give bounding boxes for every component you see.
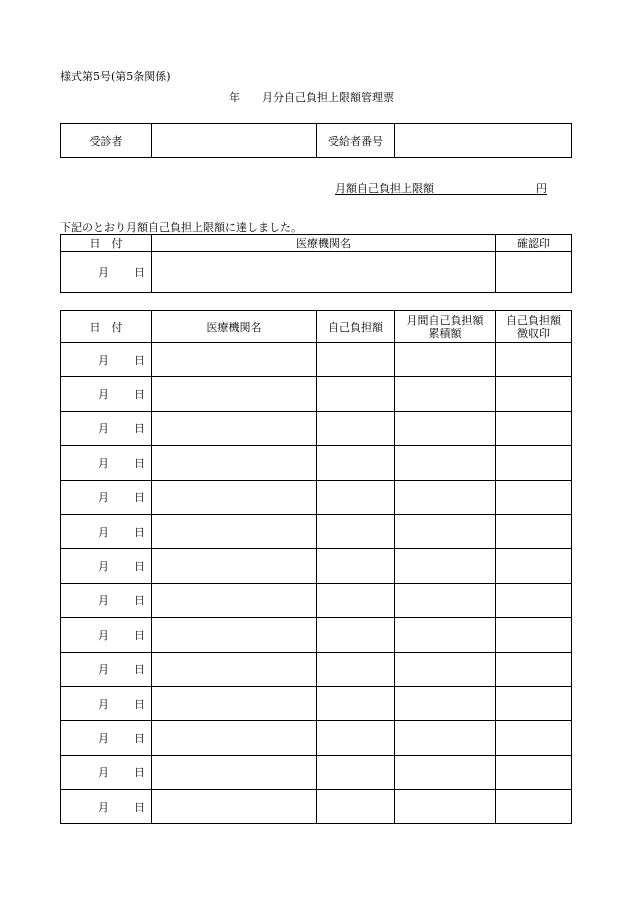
date-cell[interactable]: [61, 446, 152, 480]
month-label: 月: [98, 560, 109, 574]
ledger-header-date: 日 付: [61, 311, 152, 343]
table-row: [61, 480, 572, 514]
facility-cell[interactable]: [152, 343, 317, 377]
ledger-rows: [61, 343, 572, 824]
stamp-cell[interactable]: [496, 377, 572, 411]
recipient-table: [60, 123, 572, 158]
date-cell[interactable]: [61, 790, 152, 824]
table-row: [61, 686, 572, 720]
day-label: 日: [134, 697, 145, 711]
cumulative-cell[interactable]: [395, 790, 496, 824]
facility-cell[interactable]: [152, 755, 317, 789]
day-label: 日: [134, 422, 145, 436]
date-cell[interactable]: [61, 686, 152, 720]
stamp-cell[interactable]: [496, 411, 572, 445]
month-label: 月: [98, 388, 109, 402]
stamp-cell[interactable]: [496, 686, 572, 720]
facility-cell[interactable]: [152, 377, 317, 411]
form-label: 様式第5号(第5条関係): [60, 70, 171, 83]
day-label: 日: [134, 594, 145, 608]
payment-cell[interactable]: [317, 514, 395, 548]
stamp-cell[interactable]: [496, 549, 572, 583]
month-label: 月: [98, 456, 109, 470]
table-row: [61, 343, 572, 377]
month-label: 月: [98, 525, 109, 539]
payment-cell[interactable]: [317, 446, 395, 480]
reached-table: [60, 234, 572, 293]
month-label: 月: [98, 800, 109, 814]
date-cell[interactable]: [61, 514, 152, 548]
date-cell[interactable]: [61, 583, 152, 617]
stamp-cell[interactable]: [496, 343, 572, 377]
payment-cell[interactable]: [317, 755, 395, 789]
facility-cell[interactable]: [152, 686, 317, 720]
ledger-header-cumulative: [395, 311, 496, 343]
payment-cell[interactable]: [317, 411, 395, 445]
facility-cell[interactable]: [152, 618, 317, 652]
facility-cell[interactable]: [152, 446, 317, 480]
patient-label: 受診者: [61, 124, 152, 158]
stamp-cell[interactable]: [496, 721, 572, 755]
cumulative-cell[interactable]: [395, 343, 496, 377]
cumulative-cell[interactable]: [395, 686, 496, 720]
recipient-number-label: 受給者番号: [317, 124, 395, 158]
day-label: 日: [134, 388, 145, 402]
facility-cell[interactable]: [152, 721, 317, 755]
reached-date-cell[interactable]: [61, 252, 152, 293]
table-row: [61, 514, 572, 548]
stamp-cell[interactable]: [496, 446, 572, 480]
month-label: 月: [98, 766, 109, 780]
facility-cell[interactable]: [152, 480, 317, 514]
table-row: [61, 790, 572, 824]
month-label: 月: [98, 491, 109, 505]
date-cell[interactable]: [61, 755, 152, 789]
stamp-cell[interactable]: [496, 790, 572, 824]
facility-cell[interactable]: [152, 652, 317, 686]
day-label: 日: [134, 560, 145, 574]
reached-header-date: 日 付: [61, 235, 152, 252]
stamp-cell[interactable]: [496, 583, 572, 617]
month-label: 月: [98, 353, 109, 367]
title-rest: 月分自己負担上限額管理票: [262, 91, 394, 104]
monthly-limit-label: 月額自己負担上限額: [335, 182, 434, 195]
month-label: 月: [98, 731, 109, 745]
month-label: 月: [98, 697, 109, 711]
reached-stamp-cell[interactable]: [496, 252, 572, 293]
month-label: 月: [98, 628, 109, 642]
facility-cell[interactable]: [152, 790, 317, 824]
facility-cell[interactable]: [152, 549, 317, 583]
payment-cell[interactable]: [317, 618, 395, 652]
payment-cell[interactable]: [317, 652, 395, 686]
cumulative-cell[interactable]: [395, 721, 496, 755]
payment-cell[interactable]: [317, 790, 395, 824]
table-row: [61, 755, 572, 789]
table-row: [61, 583, 572, 617]
payment-cell[interactable]: [317, 480, 395, 514]
table-row: [61, 446, 572, 480]
ledger-header-stamp-l2: 徴収印: [517, 326, 550, 340]
payment-cell[interactable]: [317, 721, 395, 755]
facility-cell[interactable]: [152, 514, 317, 548]
payment-cell[interactable]: [317, 377, 395, 411]
date-cell[interactable]: [61, 652, 152, 686]
facility-cell[interactable]: [152, 583, 317, 617]
table-row: [61, 549, 572, 583]
reached-note: 下記のとおり月額自己負担上限額に達しました。: [60, 221, 302, 234]
table-row: [61, 377, 572, 411]
ledger-header-cumulative-l2: 累積額: [428, 326, 462, 340]
stamp-cell[interactable]: [496, 480, 572, 514]
payment-cell[interactable]: [317, 343, 395, 377]
stamp-cell[interactable]: [496, 652, 572, 686]
stamp-cell[interactable]: [496, 618, 572, 652]
day-label: 日: [134, 663, 145, 677]
payment-cell[interactable]: [317, 686, 395, 720]
day-label: 日: [134, 800, 145, 814]
payment-cell[interactable]: [317, 583, 395, 617]
cumulative-cell[interactable]: [395, 618, 496, 652]
table-row: [61, 411, 572, 445]
table-row: [61, 652, 572, 686]
day-label: 日: [134, 266, 145, 279]
stamp-cell[interactable]: [496, 755, 572, 789]
date-cell[interactable]: [61, 377, 152, 411]
date-cell[interactable]: [61, 721, 152, 755]
date-cell[interactable]: [61, 549, 152, 583]
month-label: 月: [98, 266, 109, 279]
facility-cell[interactable]: [152, 411, 317, 445]
day-label: 日: [134, 525, 145, 539]
cumulative-cell[interactable]: [395, 755, 496, 789]
cumulative-cell[interactable]: [395, 480, 496, 514]
cumulative-cell[interactable]: [395, 411, 496, 445]
day-label: 日: [134, 456, 145, 470]
ledger-table: [60, 310, 572, 824]
date-cell[interactable]: [61, 411, 152, 445]
monthly-limit-line: [335, 180, 547, 195]
reached-facility-cell[interactable]: [152, 252, 496, 293]
cumulative-cell[interactable]: [395, 377, 496, 411]
cumulative-cell[interactable]: [395, 583, 496, 617]
day-label: 日: [134, 353, 145, 367]
ledger-header-payment: 自己負担額: [317, 311, 395, 343]
date-cell[interactable]: [61, 618, 152, 652]
cumulative-cell[interactable]: [395, 514, 496, 548]
month-label: 月: [98, 422, 109, 436]
ledger-header-facility: 医療機関名: [152, 311, 317, 343]
date-cell[interactable]: [61, 343, 152, 377]
day-label: 日: [134, 628, 145, 642]
title-year: 年: [229, 91, 240, 104]
cumulative-cell[interactable]: [395, 549, 496, 583]
date-cell[interactable]: [61, 480, 152, 514]
month-label: 月: [98, 594, 109, 608]
table-row: [61, 618, 572, 652]
patient-field[interactable]: [152, 124, 317, 158]
stamp-cell[interactable]: [496, 514, 572, 548]
day-label: 日: [134, 731, 145, 745]
monthly-limit-unit: 円: [536, 182, 547, 195]
form-title: [229, 89, 394, 105]
ledger-header-cumulative-l1: 月間自己負担額: [406, 313, 484, 327]
day-label: 日: [134, 491, 145, 505]
payment-cell[interactable]: [317, 549, 395, 583]
cumulative-cell[interactable]: [395, 446, 496, 480]
ledger-header-stamp-l1: 自己負担額: [506, 313, 561, 327]
recipient-number-field[interactable]: [395, 124, 572, 158]
reached-header-stamp: 確認印: [496, 235, 572, 252]
ledger-header-stamp: [496, 311, 572, 343]
month-label: 月: [98, 663, 109, 677]
reached-header-facility: 医療機関名: [152, 235, 496, 252]
table-row: [61, 721, 572, 755]
cumulative-cell[interactable]: [395, 652, 496, 686]
day-label: 日: [134, 766, 145, 780]
